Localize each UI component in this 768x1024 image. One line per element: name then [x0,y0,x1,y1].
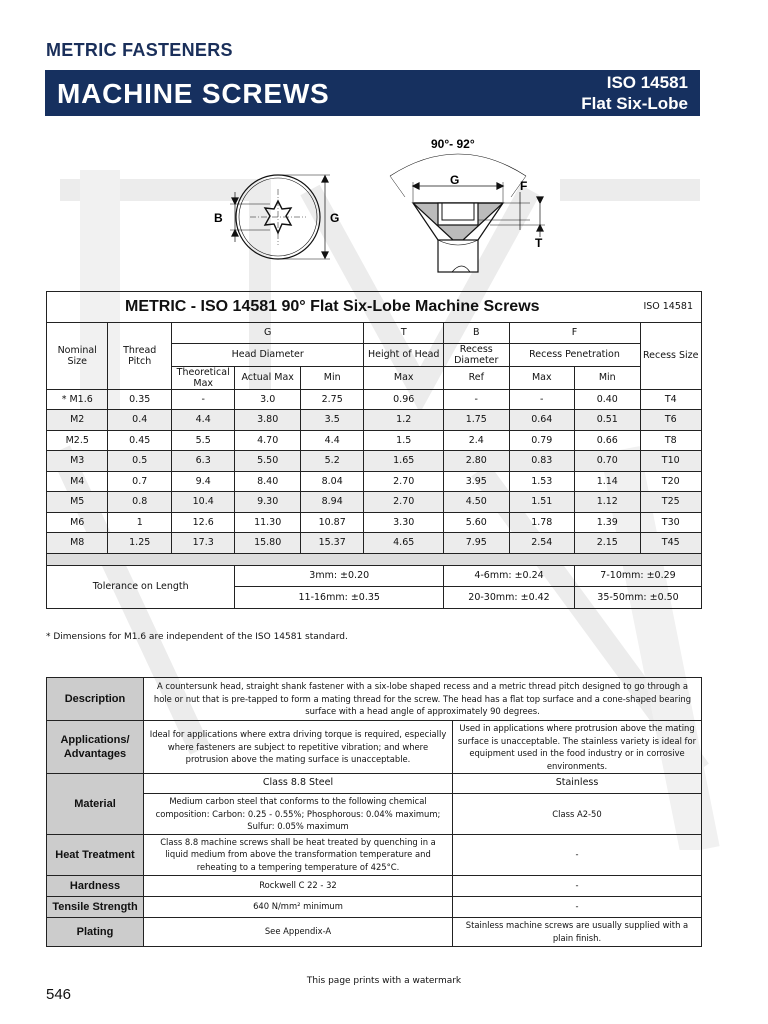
table-row [47,410,702,431]
table-cell: 4.65 [364,533,444,554]
table-cell: T45 [640,533,701,554]
table-cell: 3.95 [444,471,510,492]
table-cell: 1.2 [364,410,444,431]
table-row [47,471,702,492]
table-cell: 8.04 [300,471,363,492]
title-banner [45,70,700,116]
table-cell: T25 [640,492,701,513]
tolerance-5: 20-30mm: ±0.42 [444,587,575,609]
table-cell: T4 [640,389,701,410]
material-stainless: Class A2-50 [453,794,702,835]
table-cell: 1.12 [575,492,641,513]
table-row [47,430,702,451]
table-cell: 3.30 [364,512,444,533]
table-cell: 1.53 [509,471,575,492]
table-cell: M2 [47,410,108,431]
spec-standard-tag: ISO 14581 [643,301,693,312]
table-cell: M3 [47,451,108,472]
hardness-label: Hardness [47,875,144,896]
table-cell: 1.51 [509,492,575,513]
col-nominal-size: Nominal Size [47,323,108,390]
head-diameter-header: Head Diameter [171,343,363,366]
spec-table-title [47,292,702,323]
label-f: F [520,179,528,193]
banner-title: MACHINE SCREWS [57,78,330,109]
table-cell: - [444,389,510,410]
table-cell: T30 [640,512,701,533]
table-cell: 9.4 [171,471,234,492]
table-cell: T8 [640,430,701,451]
table-cell: 15.37 [300,533,363,554]
col-b: B [444,323,510,344]
table-cell: 0.7 [108,471,171,492]
table-cell: 6.3 [171,451,234,472]
sub-f-min: Min [575,366,641,389]
table-cell: M8 [47,533,108,554]
table-cell: 0.83 [509,451,575,472]
tolerance-2: 4-6mm: ±0.24 [444,565,575,587]
table-cell: 8.94 [300,492,363,513]
table-cell: * M1.6 [47,389,108,410]
table-cell: 17.3 [171,533,234,554]
hardness-steel: Rockwell C 22 - 32 [144,875,453,896]
description-label: Description [47,678,144,721]
applications-label: Applications/ Advantages [47,721,144,774]
table-cell: 2.4 [444,430,510,451]
table-cell: 3.80 [235,410,301,431]
tolerance-label: Tolerance on Length [47,565,235,608]
table-cell: 1.39 [575,512,641,533]
footnote: * Dimensions for M1.6 are independent of the ISO 14581 standard. [46,632,348,642]
standard-number: ISO 14581 [606,73,688,92]
table-divider [47,553,702,565]
table-cell: 2.70 [364,471,444,492]
table-cell: 1.5 [364,430,444,451]
recess-penetration-header: Recess Penetration [509,343,640,366]
table-cell: 0.8 [108,492,171,513]
table-cell: 4.4 [300,430,363,451]
side-view-drawing [390,154,545,272]
watermark-note: This page prints with a watermark [306,976,462,986]
table-cell: 4.4 [171,410,234,431]
tolerance-1: 3mm: ±0.20 [235,565,444,587]
table-cell: M2.5 [47,430,108,451]
table-cell: 1.75 [444,410,510,431]
table-cell: 0.40 [575,389,641,410]
table-cell: 4.50 [444,492,510,513]
table-row [47,512,702,533]
plating-label: Plating [47,917,144,946]
description-text: A countersunk head, straight shank fastener with a six-lobe shaped recess and a metric thread pitch designed to go through a hole or nut that is pre-tapped to form a mating thread for the screw. The head has a flat top surface and a cone-shaped bearing surface with a head angle of approximately 90 degrees. [144,678,702,721]
banner-standard [581,72,688,114]
table-cell: 2.80 [444,451,510,472]
material-stainless-head: Stainless [453,774,702,794]
table-cell: 5.50 [235,451,301,472]
table-cell: M4 [47,471,108,492]
heat-treatment-label: Heat Treatment [47,834,144,875]
applications-stainless: Used in applications where protrusion above the mating surface is unacceptable. The stainless variety is ideal for equipment used in the food industry or in corrosive environments. [453,721,702,774]
table-cell: 1.25 [108,533,171,554]
col-recess-size: Recess Size [640,323,701,390]
table-cell: 3.0 [235,389,301,410]
table-row [47,533,702,554]
table-cell: 1 [108,512,171,533]
table-cell: 5.5 [171,430,234,451]
table-cell: 11.30 [235,512,301,533]
material-label: Material [47,774,144,835]
applications-steel: Ideal for applications where extra driving torque is required, especially where fasteners are subject to repetitive vibration; and where protrusion above the mating surface is unacceptable. [144,721,453,774]
table-row [47,492,702,513]
table-cell: 0.4 [108,410,171,431]
table-cell: 0.64 [509,410,575,431]
col-g: G [171,323,363,344]
tolerance-3: 7-10mm: ±0.29 [575,565,702,587]
label-g-side: G [450,173,460,187]
material-steel-head: Class 8.8 Steel [144,774,453,794]
tolerance-6: 35-50mm: ±0.50 [575,587,702,609]
table-cell: 2.15 [575,533,641,554]
table-row [47,451,702,472]
table-cell: 5.2 [300,451,363,472]
sub-theoretical-max: Theoretical Max [171,366,234,389]
col-t: T [364,323,444,344]
table-cell: 0.66 [575,430,641,451]
table-cell: 1.78 [509,512,575,533]
table-cell: 0.51 [575,410,641,431]
sub-actual-max: Actual Max [235,366,301,389]
table-cell: 15.80 [235,533,301,554]
spec-table [46,291,702,609]
table-cell: 0.35 [108,389,171,410]
table-cell: 2.70 [364,492,444,513]
table-cell: 3.5 [300,410,363,431]
heat-treatment-steel: Class 8.8 machine screws shall be heat treated by quenching in a liquid medium from above the transformation temperature and reheating to a tempering temperature of 425°C. [144,834,453,875]
table-cell: M6 [47,512,108,533]
spec-table-body [47,389,702,553]
label-t: T [535,236,543,250]
table-cell: 1.65 [364,451,444,472]
top-view-drawing [230,175,330,259]
table-cell: 12.6 [171,512,234,533]
label-angle: 90°- 92° [431,137,475,151]
sub-t-max: Max [364,366,444,389]
recess-diameter-header: Recess Diameter [444,343,510,366]
spec-title-text: METRIC - ISO 14581 90° Flat Six-Lobe Machine Screws [125,298,540,315]
info-table [46,677,702,947]
page-number: 546 [46,986,72,1003]
table-cell: 10.87 [300,512,363,533]
table-cell: 7.95 [444,533,510,554]
table-cell: 4.70 [235,430,301,451]
table-cell: 2.54 [509,533,575,554]
hardness-stainless: - [453,875,702,896]
tensile-strength-stainless: - [453,896,702,917]
table-cell: - [509,389,575,410]
table-cell: 8.40 [235,471,301,492]
plating-steel: See Appendix-A [144,917,453,946]
label-g-top: G [330,211,340,225]
col-f: F [509,323,640,344]
table-cell: 1.14 [575,471,641,492]
table-row [47,389,702,410]
table-cell: 0.5 [108,451,171,472]
sub-g-min: Min [300,366,363,389]
col-thread-pitch: Thread Pitch [108,323,171,390]
table-cell: T20 [640,471,701,492]
heat-treatment-stainless: - [453,834,702,875]
table-cell: 0.45 [108,430,171,451]
label-b: B [214,211,223,225]
table-cell: 9.30 [235,492,301,513]
table-cell: 5.60 [444,512,510,533]
tensile-strength-label: Tensile Strength [47,896,144,917]
section-title: METRIC FASTENERS [46,40,233,60]
screw-diagram [180,132,580,282]
table-cell: T6 [640,410,701,431]
sub-b-ref: Ref [444,366,510,389]
table-cell: 10.4 [171,492,234,513]
tensile-strength-steel: 640 N/mm² minimum [144,896,453,917]
sub-f-max: Max [509,366,575,389]
table-cell: - [171,389,234,410]
table-cell: 0.79 [509,430,575,451]
plating-stainless: Stainless machine screws are usually supplied with a plain finish. [453,917,702,946]
tolerance-4: 11-16mm: ±0.35 [235,587,444,609]
table-cell: 0.70 [575,451,641,472]
material-steel: Medium carbon steel that conforms to the following chemical composition: Carbon: 0.25 - 0.55%; Phosphorous: 0.04% maximum; Sulfur: 0.05% maximum [144,794,453,835]
table-cell: T10 [640,451,701,472]
height-of-head-header: Height of Head [364,343,444,366]
table-cell: 2.75 [300,389,363,410]
table-cell: M5 [47,492,108,513]
head-type: Flat Six-Lobe [581,94,688,113]
table-cell: 0.96 [364,389,444,410]
